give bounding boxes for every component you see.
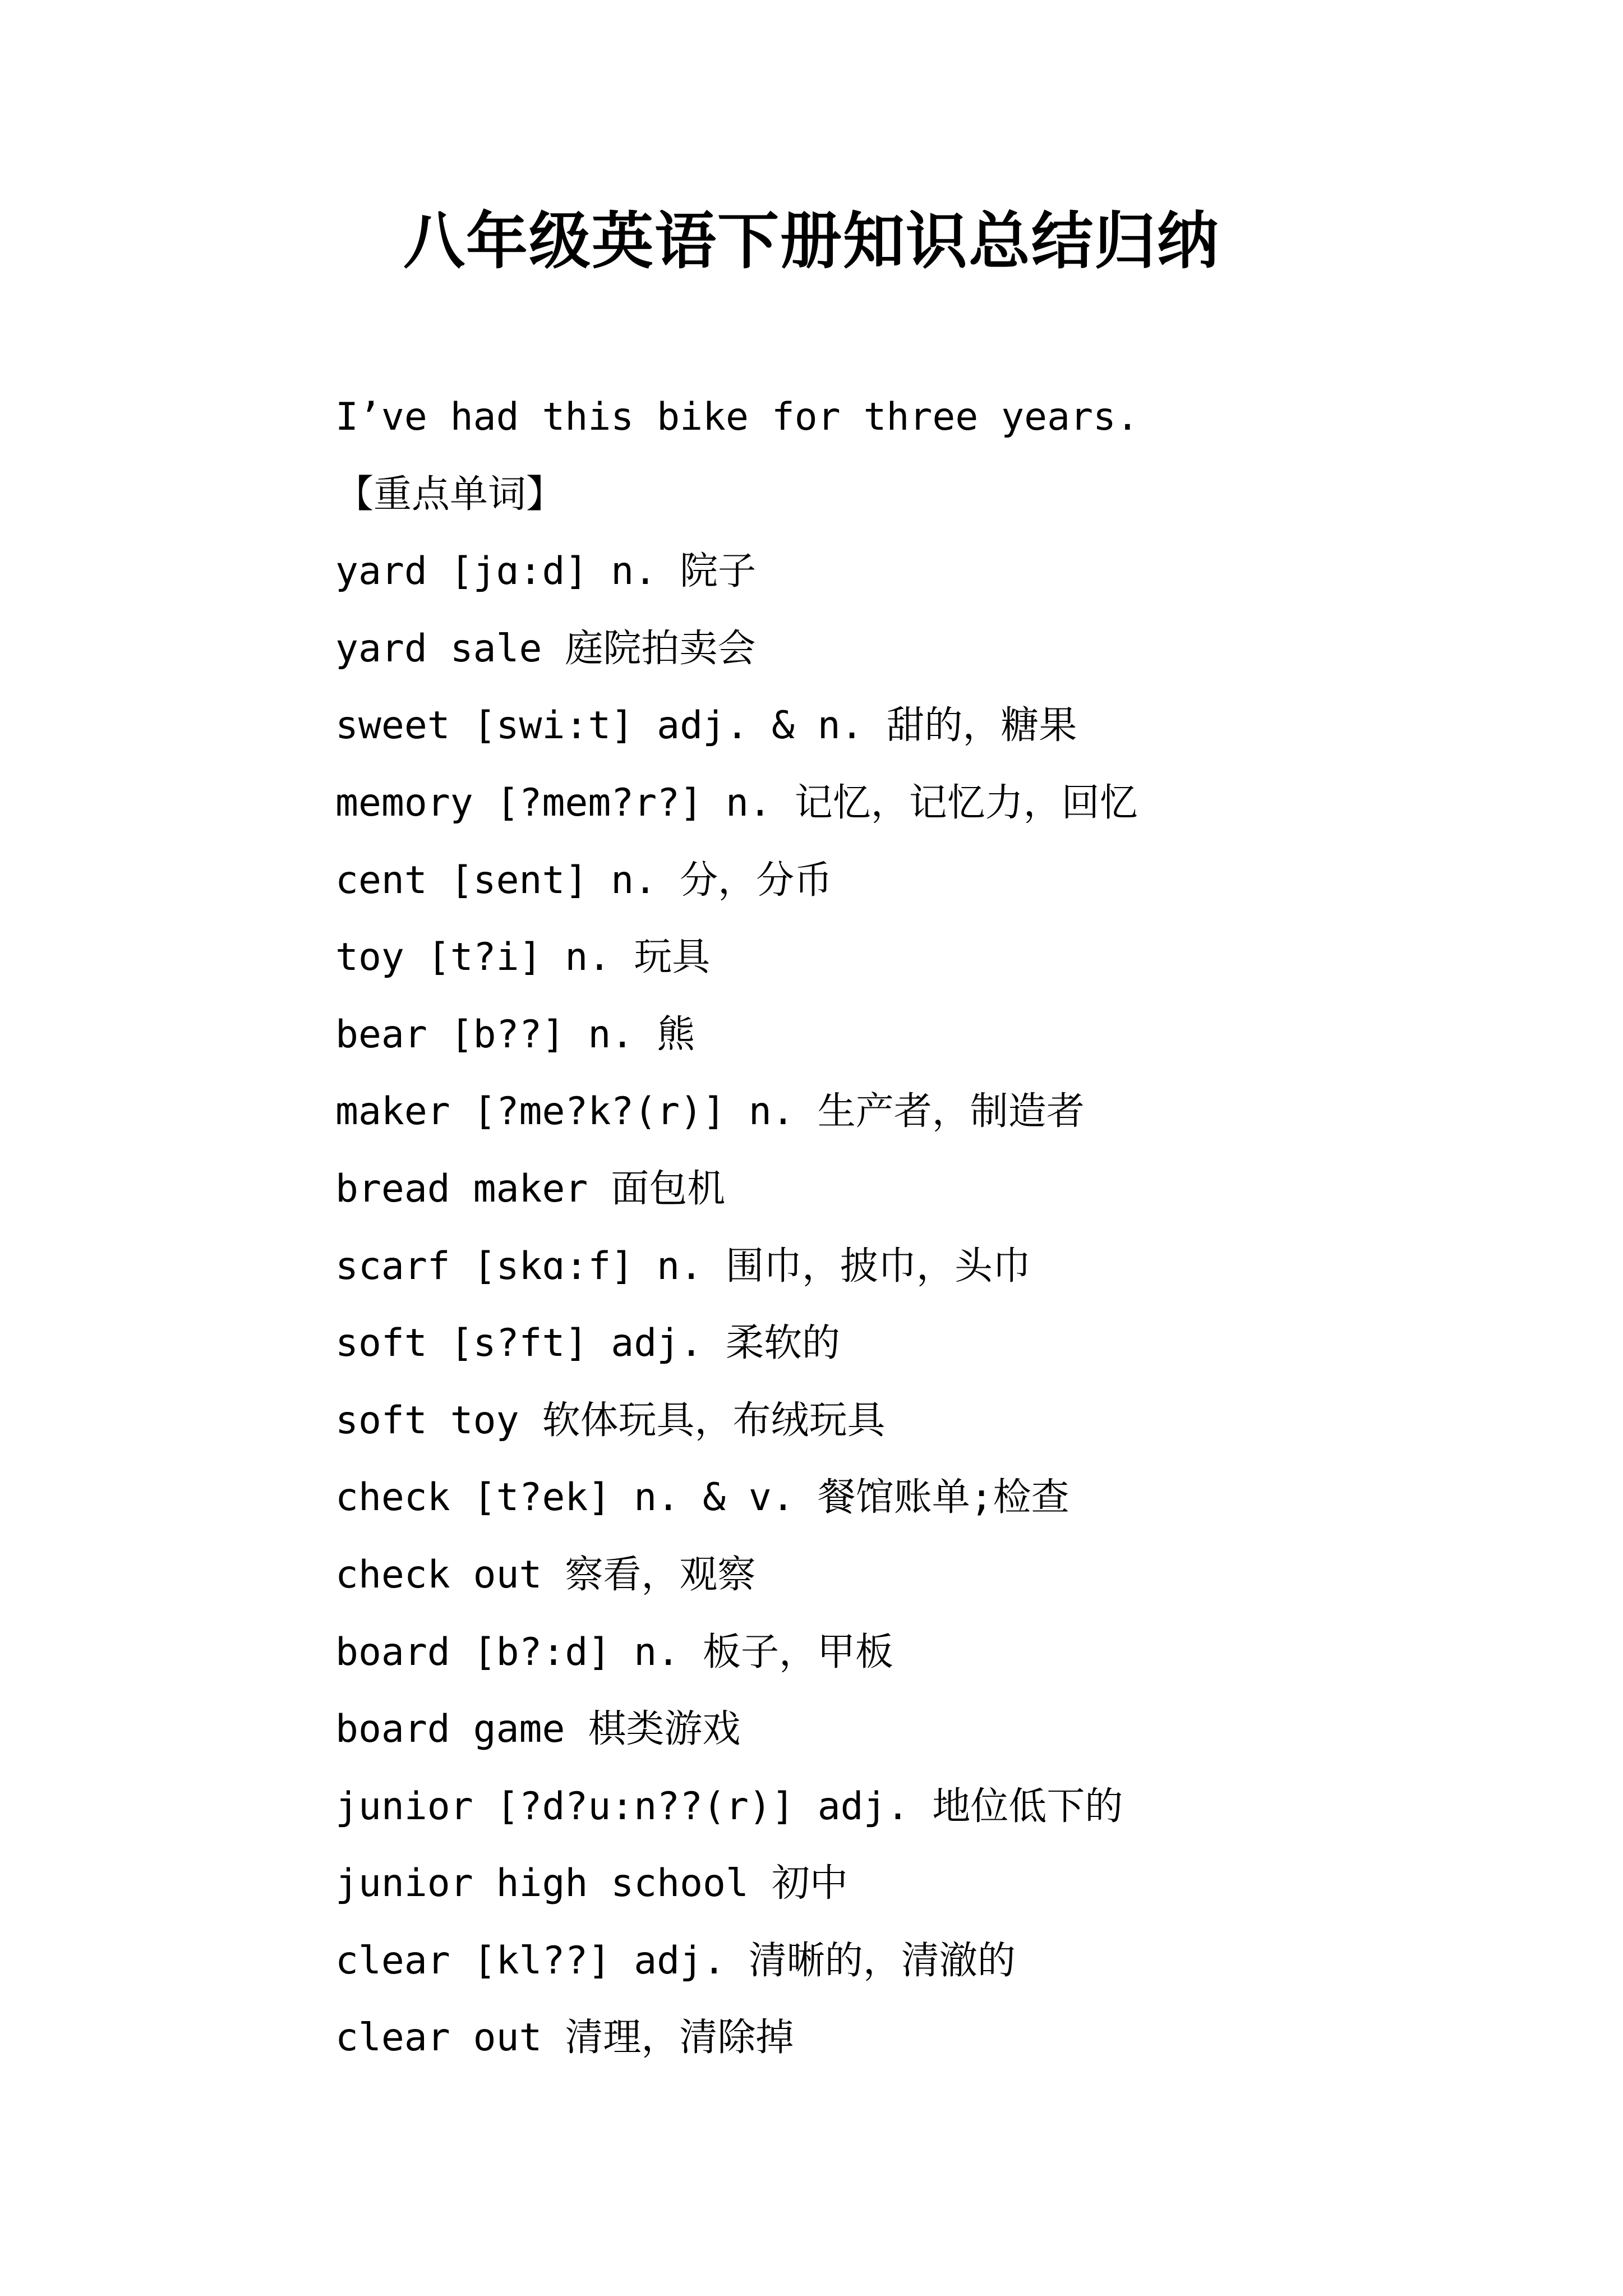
vocab-entry: maker [?me?k?(r)] n. 生产者，制造者 xyxy=(335,1089,1085,1134)
vocab-entry: sweet [swi:t] adj. & n. 甜的，糖果 xyxy=(335,703,1077,748)
lesson-heading: I’ve had this bike for three years. xyxy=(335,395,1139,439)
vocab-entry: junior [?d?u:n??(r)] adj. 地位低下的 xyxy=(335,1784,1123,1829)
vocab-entry: clear [kl??] adj. 清晰的，清澈的 xyxy=(335,1938,1016,1983)
vocab-entry: yard [jɑ:d] n. 院子 xyxy=(335,549,757,594)
vocab-entry: junior high school 初中 xyxy=(335,1861,848,1906)
vocab-entry: soft toy 软体玩具，布绒玩具 xyxy=(335,1398,886,1443)
vocab-entry: clear out 清理，清除掉 xyxy=(335,2016,794,2060)
vocab-entry: check out 察看，观察 xyxy=(335,1552,756,1597)
document-title: 八年级英语下册知识总结归纳 xyxy=(403,205,1220,277)
vocab-entry: bread maker 面包机 xyxy=(335,1166,726,1211)
vocab-entry: bear [b??] n. 熊 xyxy=(335,1012,695,1057)
vocab-entry: board game 棋类游戏 xyxy=(335,1707,741,1752)
section-heading-key-words: 【重点单词】 xyxy=(335,472,565,517)
vocab-entry: cent [sent] n. 分，分币 xyxy=(335,858,833,903)
vocab-entry: soft [s?ft] adj. 柔软的 xyxy=(335,1321,840,1366)
document-body xyxy=(335,379,1569,2077)
vocab-entry: memory [?mem?r?] n. 记忆，记忆力，回忆 xyxy=(335,780,1138,825)
vocab-entry: check [t?ek] n. & v. 餐馆账单;检查 xyxy=(335,1475,1069,1520)
vocab-entry: yard sale 庭院拍卖会 xyxy=(335,626,756,671)
vocab-entry: toy [t?i] n. 玩具 xyxy=(335,935,711,980)
vocab-entry: scarf [skɑ:f] n. 围巾，披巾，头巾 xyxy=(335,1244,1031,1289)
vocab-entry: board [b?:d] n. 板子，甲板 xyxy=(335,1630,894,1674)
